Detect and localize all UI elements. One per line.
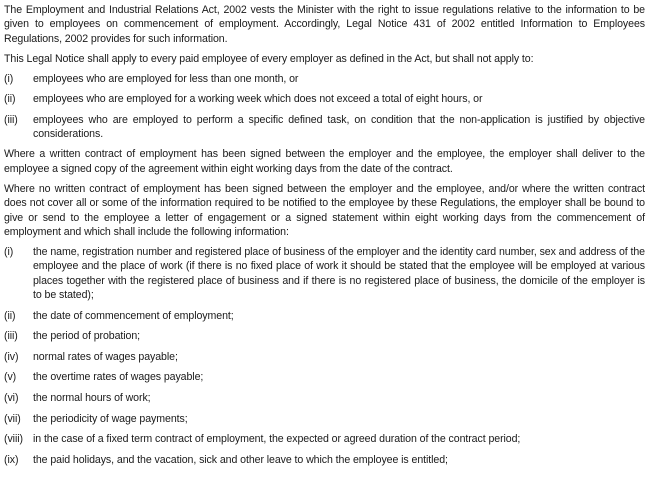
list-item-number: (ii) — [4, 93, 16, 106]
written-contract-paragraph: Where a written contract of employment has been signed between the employer and the employee, the employer shall deliver to the employee a signed copy of the agreement within eight working days from the date of the contract. — [4, 148, 645, 175]
list-item-text: in the case of a fixed term contract of employment, the expected or agreed duration of the contract period; — [33, 433, 521, 446]
no-written-contract-paragraph: Where no written contract of employment has been signed between the employer and the employee, and/or where the written contract does not cover all or some of the information required to be notified to the employee by these Regulations, the employer shall be bound to give or send to the employee a letter of engagement or a signed statement within eight working days from the commencement of employment and which shall include the following information: — [4, 182, 645, 238]
list-item-text: employees who are employed for a working week which does not exceed a total of eight hours, or — [33, 93, 483, 106]
list-item — [4, 72, 645, 86]
list-item-text: the periodicity of wage payments; — [33, 412, 188, 425]
list-item-number: (i) — [4, 73, 14, 86]
list-item-text: the paid holidays, and the vacation, sick and other leave to which the employee is entitled; — [33, 453, 448, 466]
list-item — [4, 412, 645, 426]
list-item-text: the date of commencement of employment; — [33, 309, 234, 322]
list-item-text: normal rates of wages payable; — [33, 350, 178, 363]
list-item — [4, 329, 645, 343]
list-item — [4, 350, 645, 364]
list-item-text: the overtime rates of wages payable; — [33, 371, 204, 384]
list-item-text: employees who are employed for less than one month, or — [33, 73, 299, 86]
list-item — [4, 370, 645, 384]
list-item — [4, 432, 645, 446]
list-item — [4, 391, 645, 405]
list-item — [4, 309, 645, 323]
list-item-number: (vii) — [4, 412, 21, 425]
list-item-number: (iii) — [4, 113, 18, 126]
list-item-number: (i) — [4, 246, 14, 259]
list-item-text: employees who are employed to perform a specific defined task, on condition that the non-application is justified by objective considerations. — [33, 113, 645, 141]
list-item-number: (iv) — [4, 350, 19, 363]
scope-paragraph: This Legal Notice shall apply to every paid employee of every employer as defined in the Act, but shall not apply to: — [4, 52, 534, 65]
list-item — [4, 245, 645, 302]
list-item-text: the period of probation; — [33, 330, 141, 343]
list-item-number: (viii) — [4, 433, 23, 446]
exclusions-list — [4, 72, 645, 141]
list-item — [4, 113, 645, 142]
list-item — [4, 453, 645, 467]
list-item-number: (v) — [4, 371, 17, 384]
list-item-number: (ix) — [4, 453, 19, 466]
list-item-number: (vi) — [4, 392, 19, 405]
intro-paragraph: The Employment and Industrial Relations Act, 2002 vests the Minister with the right to issue regulations relative to the information to be given to employees on commencement of employment. Accordingly, Legal Notice 431 of 2002 entitled Information to Employees Regulations, 2002 provides for such information. — [4, 4, 645, 45]
list-item-number: (ii) — [4, 309, 16, 322]
list-item — [4, 92, 645, 106]
list-item-text: the normal hours of work; — [33, 392, 151, 405]
list-item-text: the name, registration number and registered place of business of the employer and the identity card number, sex and address of the employee and the place of work (if there is no fixed place of work it should be stated that the employee will be employed at various places together with the registered place of business and if there is no registered place of business, the domicile of the employer is to be stated); — [33, 246, 645, 302]
list-item-number: (iii) — [4, 330, 18, 343]
information-items-list — [4, 245, 645, 467]
